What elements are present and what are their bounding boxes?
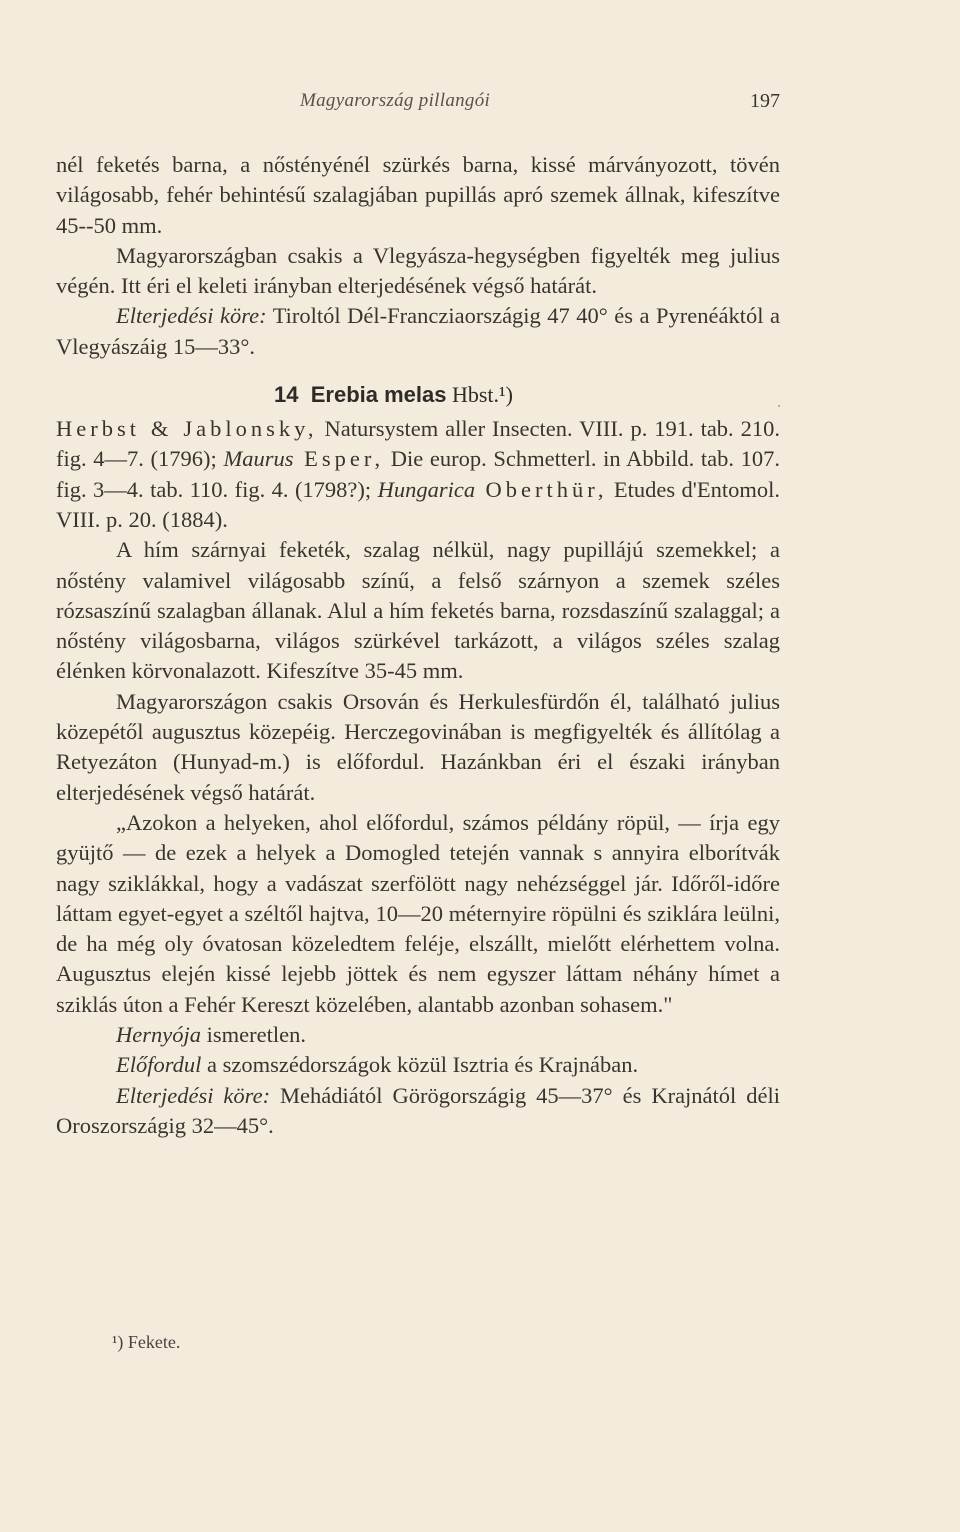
- reference-text: Etudes d'Entomol. VIII. p. 20. (1884).: [56, 476, 780, 532]
- occurrence-text: a szomszédországok közül Isztria és Krajnában.: [201, 1052, 639, 1078]
- paragraph-continuation: nél feketés barna, a nőstényénél szürkés barna, kissé márványozott, tövén világosabb, fehér behintésű szalagjában pupillás apró szemek állnak, kifeszítve 45--50 mm.: [56, 152, 780, 238]
- reference-author: Esper,: [293, 446, 385, 472]
- reference-text: Natursystem aller Insecten. VIII. p. 191. tab. 210. fig. 4—7. (1796);: [56, 416, 780, 472]
- species-number: 14: [274, 382, 299, 408]
- synonym-name: Maurus: [223, 446, 294, 472]
- paragraph-description: A hím szárnyai feketék, szalag nélkül, nagy pupillájú szemekkel; a nőstény valamivel világosabb színű, a felső szárnyon a szemek széles rózsaszínű szalagban állanak. Alul a hím feketés barna, rozsdaszínű szalaggal; a nőstény világosbarna, világos szürkével tarkázott, a világos széles szalag élénken körvonalazott. Kifeszítve 35-45 mm.: [56, 537, 780, 684]
- reference-block: [56, 414, 780, 535]
- reference-author: Oberthür,: [475, 476, 608, 502]
- paragraph-distribution-2: [56, 1081, 780, 1142]
- species-name: Erebia melas: [310, 382, 447, 408]
- reference-author: Herbst & Jablonsky,: [56, 416, 318, 442]
- paragraph-larva: [56, 1020, 780, 1050]
- occurrence-label: Előfordul: [116, 1052, 202, 1078]
- distribution-text: Tiroltól Dél-Francziaországig 47 40° és a Pyrenéáktól a Vlegyászáig 15—33°.: [56, 303, 780, 359]
- distribution-label: Elterjedési köre:: [116, 1082, 271, 1108]
- species-author: Hbst.¹): [446, 382, 513, 408]
- page-number: 197: [750, 90, 780, 112]
- main-text: [56, 150, 780, 1141]
- synonym-name: Hungarica: [377, 476, 476, 502]
- distribution-text: Mehádiától Görögországig 45—37° és Krajnától déli Oroszországig 32—45°.: [56, 1082, 780, 1138]
- paragraph-occurrence: [56, 1050, 780, 1080]
- paragraph-hungary-range: Magyarországban csakis a Vlegyásza-hegységben figyelték meg julius végén. Itt éri el keleti irányban elterjedésének végső határát.: [56, 242, 780, 299]
- footnote: ¹) Fekete.: [112, 1332, 181, 1352]
- paragraph-locality: Magyarországon csakis Orsován és Herkulesfürdőn él, található julius közepétől augusztus közepéig. Herczegovinában is megfigyelték és állítólag a Retyezáton (Hunyad-m.) is előfordul. Hazánkban éri el északi irányban elterjedésének végső határát.: [56, 688, 780, 805]
- distribution-label: Elterjedési köre:: [116, 303, 267, 329]
- page-header: [0, 88, 960, 118]
- species-heading: [56, 378, 780, 412]
- larva-label: Hernyója: [116, 1022, 201, 1048]
- paragraph-quote: „Azokon a helyeken, ahol előfordul, számos példány röpül, — írja egy gyüjtő — de ezek a helyek a Domogled tetején vannak s annyira elborítvák nagy sziklákkal, hogy a vadászat szerfölött nagy nehézséggel jár. Időről-időre láttam egyet-egyet a széltől hajtva, 10—20 méternyire röpülni és sziklára leülni, de ha még oly óvatosan közeledtem feléje, elszállt, mielőtt elérhettem volna. Augusztus elején kissé lejebb jöttek és nem egyszer láttam néhány hímet a sziklás úton a Fehér Kereszt közelében, alantabb azonban sohasem.": [56, 809, 780, 1017]
- paragraph-distribution: [56, 301, 780, 362]
- larva-text: ismeretlen.: [200, 1022, 306, 1048]
- reference-text: Die europ. Schmetterl. in Abbild. tab. 107. fig. 3—4. tab. 110. fig. 4. (1798?);: [56, 446, 780, 502]
- paper-speck: [778, 405, 780, 407]
- running-title: Magyarország pillangói: [300, 90, 491, 111]
